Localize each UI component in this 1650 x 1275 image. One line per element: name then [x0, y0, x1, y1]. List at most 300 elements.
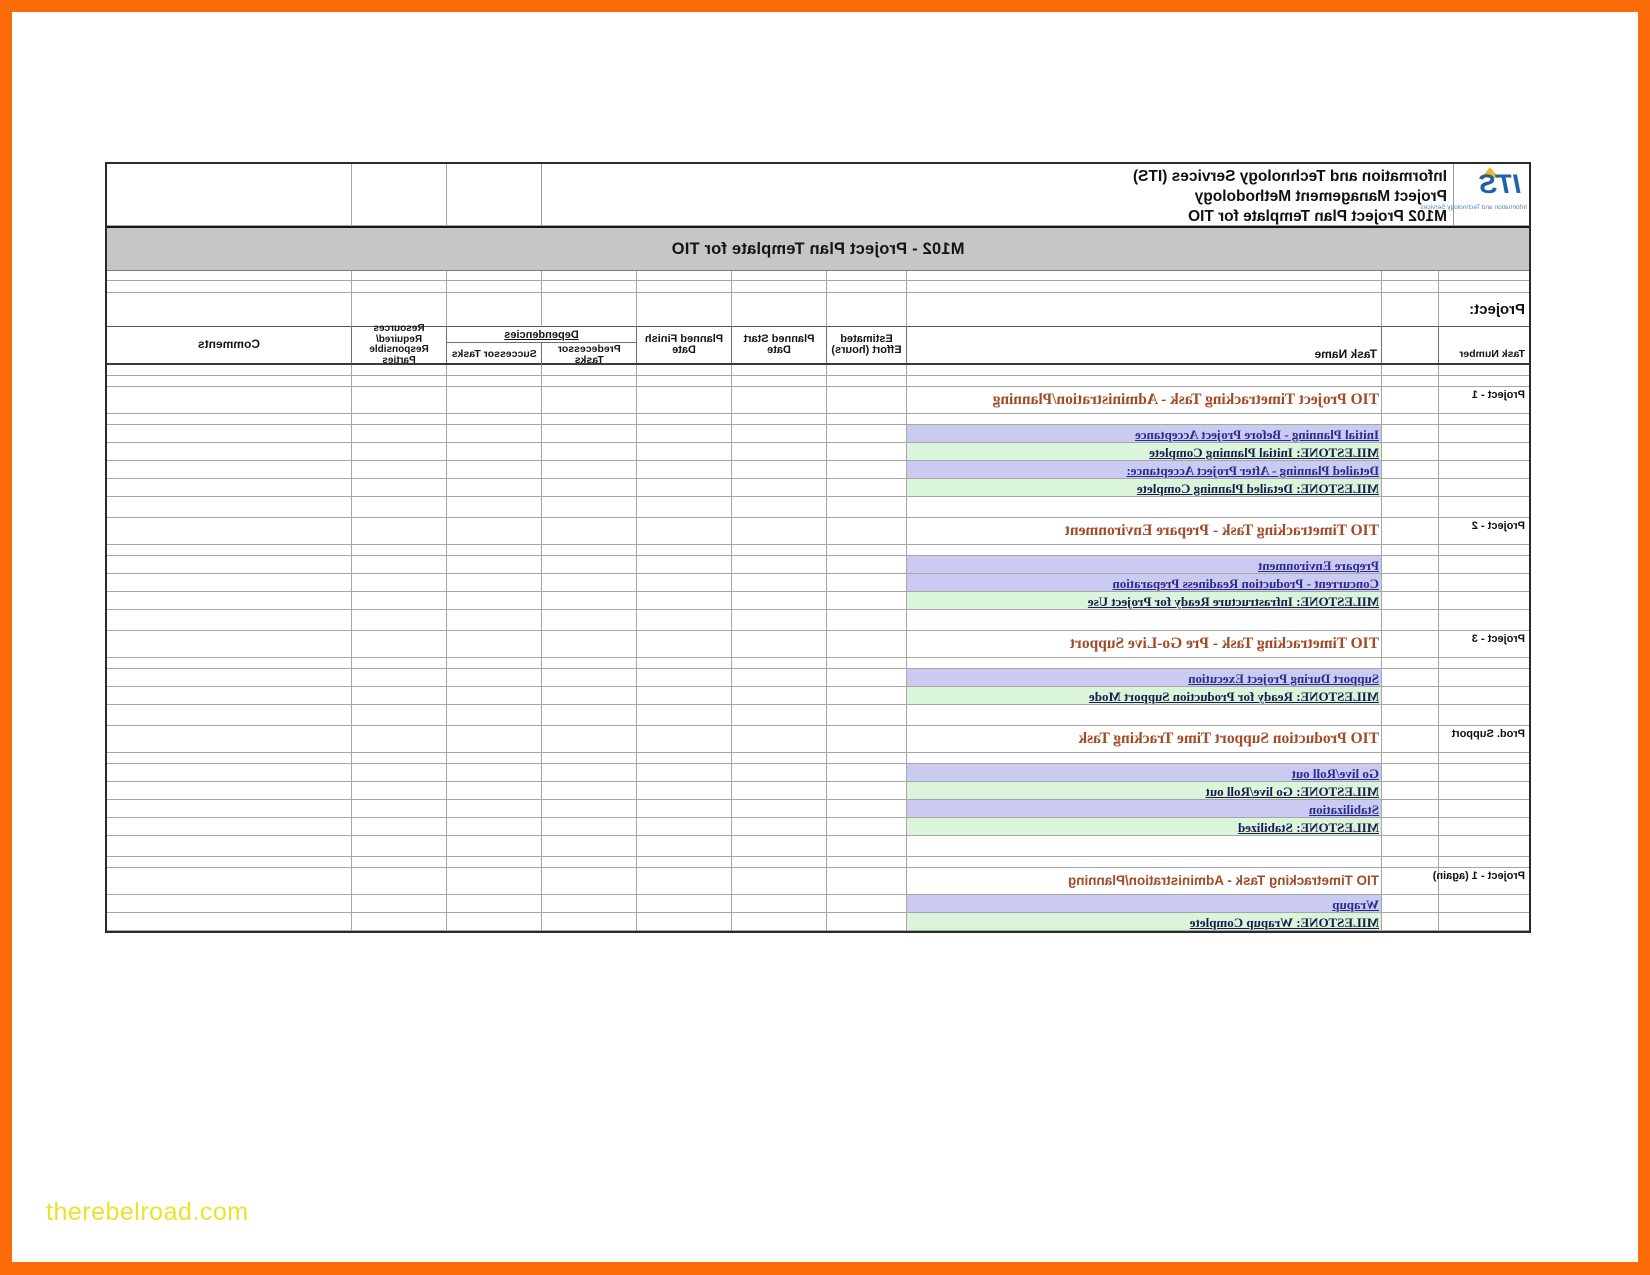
cell[interactable] [1438, 545, 1529, 556]
cell[interactable] [446, 913, 541, 931]
cell[interactable] [1381, 726, 1438, 753]
cell[interactable] [351, 281, 446, 293]
col-header-estimated-effort[interactable]: Estimated Effort (hours) [826, 327, 906, 363]
cell[interactable] [636, 461, 731, 479]
cell[interactable] [351, 293, 446, 327]
cell[interactable] [906, 365, 1381, 376]
cell[interactable] [1438, 753, 1529, 764]
cell[interactable] [906, 545, 1381, 556]
cell[interactable] [826, 857, 906, 868]
cell[interactable] [1381, 658, 1438, 669]
cell[interactable] [731, 658, 826, 669]
cell[interactable] [107, 545, 351, 556]
cell[interactable] [107, 868, 351, 895]
cell[interactable] [826, 687, 906, 705]
cell[interactable] [636, 592, 731, 610]
cell[interactable] [446, 461, 541, 479]
cell[interactable] [1381, 497, 1438, 518]
col-header-predecessor[interactable]: Predecessor Tasks [542, 343, 637, 366]
cell[interactable] [107, 425, 351, 443]
cell[interactable] [731, 669, 826, 687]
cell[interactable] [541, 479, 636, 497]
cell[interactable] [826, 414, 906, 425]
cell[interactable] [636, 913, 731, 931]
cell[interactable] [1381, 857, 1438, 868]
cell[interactable] [1381, 868, 1438, 895]
milestone-cell[interactable] [906, 687, 1381, 705]
cell[interactable] [446, 631, 541, 658]
cell[interactable] [446, 687, 541, 705]
cell[interactable] [906, 376, 1381, 387]
cell[interactable] [1381, 800, 1438, 818]
cell[interactable] [107, 574, 351, 592]
cell[interactable] [107, 479, 351, 497]
cell[interactable] [541, 818, 636, 836]
cell[interactable] [1438, 271, 1529, 281]
cell[interactable] [636, 895, 731, 913]
cell[interactable] [1381, 782, 1438, 800]
cell[interactable] [107, 376, 351, 387]
task-name-cell[interactable] [906, 764, 1381, 782]
cell[interactable] [636, 669, 731, 687]
cell[interactable] [636, 764, 731, 782]
cell[interactable] [1381, 461, 1438, 479]
cell[interactable] [826, 479, 906, 497]
cell[interactable] [636, 836, 731, 857]
cell[interactable] [636, 425, 731, 443]
cell[interactable] [826, 610, 906, 631]
cell[interactable] [446, 836, 541, 857]
task-number-cell[interactable]: Project - 3 [1438, 631, 1529, 658]
cell[interactable] [1438, 574, 1529, 592]
cell[interactable] [636, 705, 731, 726]
cell[interactable] [731, 895, 826, 913]
cell[interactable] [1438, 461, 1529, 479]
cell[interactable] [351, 387, 446, 414]
cell[interactable] [351, 800, 446, 818]
cell[interactable] [351, 631, 446, 658]
cell[interactable] [1381, 574, 1438, 592]
cell[interactable] [731, 857, 826, 868]
cell[interactable] [731, 753, 826, 764]
cell[interactable] [107, 631, 351, 658]
cell[interactable] [1381, 556, 1438, 574]
cell[interactable] [446, 387, 541, 414]
cell[interactable] [826, 425, 906, 443]
header-empty-cell[interactable] [107, 164, 351, 226]
cell[interactable] [446, 293, 541, 327]
cell[interactable] [636, 271, 731, 281]
cell[interactable] [541, 631, 636, 658]
cell[interactable] [541, 518, 636, 545]
cell[interactable] [826, 518, 906, 545]
cell[interactable] [351, 868, 446, 895]
cell[interactable] [351, 365, 446, 376]
cell[interactable] [731, 414, 826, 425]
cell[interactable] [446, 782, 541, 800]
milestone-cell[interactable] [906, 782, 1381, 800]
cell[interactable] [1438, 658, 1529, 669]
cell[interactable] [446, 753, 541, 764]
cell[interactable] [731, 376, 826, 387]
cell[interactable] [107, 726, 351, 753]
cell[interactable] [446, 705, 541, 726]
cell[interactable] [446, 376, 541, 387]
cell[interactable] [1438, 782, 1529, 800]
cell[interactable] [107, 764, 351, 782]
cell[interactable] [636, 443, 731, 461]
cell[interactable] [446, 857, 541, 868]
cell[interactable] [351, 518, 446, 545]
cell[interactable] [826, 705, 906, 726]
cell[interactable] [351, 414, 446, 425]
cell[interactable] [1381, 705, 1438, 726]
cell[interactable] [1438, 913, 1529, 931]
cell[interactable] [1381, 669, 1438, 687]
cell[interactable] [446, 271, 541, 281]
task-number-cell[interactable]: Project - 2 [1438, 518, 1529, 545]
cell[interactable] [541, 705, 636, 726]
cell[interactable] [541, 387, 636, 414]
cell[interactable] [1381, 610, 1438, 631]
cell[interactable] [826, 753, 906, 764]
cell[interactable] [541, 800, 636, 818]
cell[interactable] [446, 868, 541, 895]
cell[interactable] [1438, 610, 1529, 631]
milestone-cell[interactable] [906, 479, 1381, 497]
cell[interactable] [731, 293, 826, 327]
cell[interactable] [1381, 592, 1438, 610]
cell[interactable] [731, 836, 826, 857]
cell[interactable] [826, 592, 906, 610]
cell[interactable] [731, 705, 826, 726]
cell[interactable] [636, 479, 731, 497]
cell[interactable] [107, 658, 351, 669]
cell[interactable] [826, 545, 906, 556]
section-title-cell[interactable] [906, 726, 1381, 753]
cell[interactable] [826, 387, 906, 414]
cell[interactable] [636, 857, 731, 868]
cell[interactable] [1438, 479, 1529, 497]
cell[interactable] [731, 271, 826, 281]
cell[interactable] [446, 518, 541, 545]
cell[interactable] [446, 545, 541, 556]
cell[interactable] [107, 271, 351, 281]
cell[interactable] [1381, 545, 1438, 556]
cell[interactable] [541, 782, 636, 800]
cell[interactable] [541, 574, 636, 592]
cell[interactable] [1381, 818, 1438, 836]
cell[interactable] [731, 592, 826, 610]
cell[interactable] [541, 443, 636, 461]
cell[interactable] [541, 658, 636, 669]
cell[interactable] [107, 443, 351, 461]
task-name-cell[interactable] [906, 800, 1381, 818]
cell[interactable] [541, 895, 636, 913]
cell[interactable] [731, 497, 826, 518]
cell[interactable] [541, 293, 636, 327]
cell[interactable] [636, 574, 731, 592]
cell[interactable] [446, 726, 541, 753]
cell[interactable] [351, 726, 446, 753]
cell[interactable] [107, 913, 351, 931]
cell[interactable] [107, 461, 351, 479]
cell[interactable] [1438, 764, 1529, 782]
cell[interactable] [351, 610, 446, 631]
cell[interactable] [1381, 281, 1438, 293]
cell[interactable] [826, 868, 906, 895]
cell[interactable] [351, 271, 446, 281]
col-header-successor[interactable]: Successor Tasks [451, 348, 537, 360]
cell[interactable] [541, 857, 636, 868]
section-title-cell[interactable] [906, 387, 1381, 414]
cell[interactable] [731, 631, 826, 658]
cell[interactable] [826, 443, 906, 461]
cell[interactable] [1438, 687, 1529, 705]
cell[interactable] [107, 857, 351, 868]
cell[interactable] [826, 376, 906, 387]
cell[interactable] [107, 753, 351, 764]
cell[interactable] [541, 764, 636, 782]
cell[interactable] [107, 818, 351, 836]
cell[interactable] [1438, 365, 1529, 376]
cell[interactable] [351, 497, 446, 518]
cell[interactable] [1438, 705, 1529, 726]
cell[interactable] [906, 705, 1381, 726]
cell[interactable] [1381, 631, 1438, 658]
task-number-cell[interactable]: Project - 1 [1438, 387, 1529, 414]
cell[interactable] [1381, 387, 1438, 414]
cell[interactable] [731, 461, 826, 479]
cell[interactable] [107, 782, 351, 800]
cell[interactable] [351, 687, 446, 705]
cell[interactable] [541, 913, 636, 931]
cell[interactable] [107, 705, 351, 726]
cell[interactable] [446, 610, 541, 631]
cell[interactable] [636, 387, 731, 414]
cell[interactable] [636, 556, 731, 574]
cell[interactable] [1381, 764, 1438, 782]
cell[interactable] [541, 497, 636, 518]
milestone-cell[interactable] [906, 913, 1381, 931]
cell[interactable] [731, 782, 826, 800]
cell[interactable] [731, 610, 826, 631]
cell[interactable] [107, 610, 351, 631]
cell[interactable] [1438, 425, 1529, 443]
col-header-task-name[interactable]: Task Name [906, 327, 1381, 363]
task-name-cell[interactable] [906, 895, 1381, 913]
milestone-cell[interactable] [906, 443, 1381, 461]
cell[interactable] [351, 376, 446, 387]
cell[interactable] [731, 443, 826, 461]
section-title-cell[interactable] [906, 631, 1381, 658]
cell[interactable] [636, 868, 731, 895]
cell[interactable] [1438, 414, 1529, 425]
cell[interactable] [731, 425, 826, 443]
cell[interactable] [636, 365, 731, 376]
cell[interactable] [351, 479, 446, 497]
cell[interactable] [906, 658, 1381, 669]
cell[interactable] [826, 631, 906, 658]
cell[interactable] [351, 592, 446, 610]
cell[interactable] [446, 556, 541, 574]
task-number-cell[interactable]: Project - 1 (again) [1438, 868, 1529, 895]
cell[interactable] [636, 800, 731, 818]
cell[interactable] [636, 610, 731, 631]
col-header-task-number[interactable]: Task Number [1438, 327, 1529, 363]
cell[interactable] [107, 687, 351, 705]
col-header-planned-start[interactable]: Planned Start Date [731, 327, 826, 363]
cell[interactable] [351, 443, 446, 461]
cell[interactable] [731, 818, 826, 836]
cell[interactable] [636, 293, 731, 327]
cell[interactable] [731, 545, 826, 556]
cell[interactable] [446, 669, 541, 687]
cell[interactable] [906, 281, 1381, 293]
cell[interactable] [351, 857, 446, 868]
cell[interactable] [906, 414, 1381, 425]
cell[interactable] [107, 836, 351, 857]
cell[interactable] [351, 545, 446, 556]
task-name-cell[interactable] [906, 461, 1381, 479]
cell[interactable] [1381, 271, 1438, 281]
cell[interactable] [107, 414, 351, 425]
cell[interactable] [107, 592, 351, 610]
cell[interactable] [826, 461, 906, 479]
cell[interactable] [1438, 497, 1529, 518]
cell[interactable] [906, 610, 1381, 631]
cell[interactable] [1438, 592, 1529, 610]
task-name-cell[interactable] [906, 574, 1381, 592]
cell[interactable] [826, 782, 906, 800]
cell[interactable] [906, 836, 1381, 857]
milestone-cell[interactable] [906, 818, 1381, 836]
header-empty-cell[interactable] [446, 164, 541, 226]
project-label-cell[interactable]: Project: [1438, 293, 1529, 327]
cell[interactable] [541, 365, 636, 376]
cell[interactable] [731, 556, 826, 574]
cell[interactable] [541, 425, 636, 443]
cell[interactable] [351, 425, 446, 443]
cell[interactable] [636, 545, 731, 556]
cell[interactable] [541, 271, 636, 281]
project-value-cell[interactable] [906, 293, 1381, 327]
cell[interactable] [826, 913, 906, 931]
cell[interactable] [636, 497, 731, 518]
cell[interactable] [446, 764, 541, 782]
cell[interactable] [1381, 376, 1438, 387]
cell[interactable] [1381, 753, 1438, 764]
cell[interactable] [446, 818, 541, 836]
cell[interactable] [731, 281, 826, 293]
col-header-comments[interactable]: Comments [107, 327, 351, 363]
col-header-resources[interactable]: Resources Required/ Responsible Parties [351, 327, 446, 363]
cell[interactable] [906, 497, 1381, 518]
cell[interactable] [351, 895, 446, 913]
milestone-cell[interactable] [906, 592, 1381, 610]
cell[interactable] [107, 365, 351, 376]
cell[interactable] [731, 387, 826, 414]
cell[interactable] [446, 425, 541, 443]
cell[interactable] [107, 556, 351, 574]
col-header-planned-finish[interactable]: Planned Finish Date [636, 327, 731, 363]
cell[interactable] [636, 518, 731, 545]
col-header-dependencies-group[interactable] [446, 327, 636, 366]
cell[interactable] [541, 281, 636, 293]
cell[interactable] [107, 895, 351, 913]
cell[interactable] [541, 545, 636, 556]
cell[interactable] [446, 443, 541, 461]
cell[interactable] [351, 574, 446, 592]
task-number-cell[interactable]: Prod. Support [1438, 726, 1529, 753]
cell[interactable] [107, 293, 351, 327]
cell[interactable] [351, 461, 446, 479]
cell[interactable] [826, 669, 906, 687]
section-title-cell[interactable] [906, 868, 1381, 895]
cell[interactable] [826, 895, 906, 913]
cell[interactable] [351, 753, 446, 764]
section-title-cell[interactable] [906, 518, 1381, 545]
cell[interactable] [906, 271, 1381, 281]
cell[interactable] [541, 868, 636, 895]
cell[interactable] [1381, 518, 1438, 545]
cell[interactable] [351, 913, 446, 931]
cell[interactable] [351, 836, 446, 857]
cell[interactable] [1438, 836, 1529, 857]
cell[interactable] [541, 592, 636, 610]
cell[interactable] [636, 376, 731, 387]
cell[interactable] [541, 414, 636, 425]
cell[interactable] [826, 365, 906, 376]
cell[interactable] [446, 365, 541, 376]
cell[interactable] [446, 658, 541, 669]
cell[interactable] [731, 913, 826, 931]
header-empty-cell[interactable] [351, 164, 446, 226]
cell[interactable] [731, 726, 826, 753]
cell[interactable] [107, 669, 351, 687]
cell[interactable] [1381, 365, 1438, 376]
cell[interactable] [731, 365, 826, 376]
cell[interactable] [541, 461, 636, 479]
cell[interactable] [541, 687, 636, 705]
cell[interactable] [826, 764, 906, 782]
task-name-cell[interactable] [906, 425, 1381, 443]
cell[interactable] [107, 387, 351, 414]
cell[interactable] [636, 687, 731, 705]
cell[interactable] [826, 293, 906, 327]
task-name-cell[interactable] [906, 669, 1381, 687]
cell[interactable] [541, 669, 636, 687]
cell[interactable] [1381, 687, 1438, 705]
cell[interactable] [731, 868, 826, 895]
cell[interactable] [1438, 857, 1529, 868]
cell[interactable] [731, 479, 826, 497]
cell[interactable] [636, 281, 731, 293]
cell[interactable] [731, 800, 826, 818]
cell[interactable] [107, 281, 351, 293]
cell[interactable] [351, 658, 446, 669]
cell[interactable] [1381, 913, 1438, 931]
cell[interactable] [636, 631, 731, 658]
cell[interactable] [1381, 425, 1438, 443]
cell[interactable] [636, 414, 731, 425]
cell[interactable] [636, 818, 731, 836]
cell[interactable] [107, 497, 351, 518]
cell[interactable] [826, 556, 906, 574]
cell[interactable] [351, 764, 446, 782]
cell[interactable] [351, 782, 446, 800]
cell[interactable] [446, 895, 541, 913]
